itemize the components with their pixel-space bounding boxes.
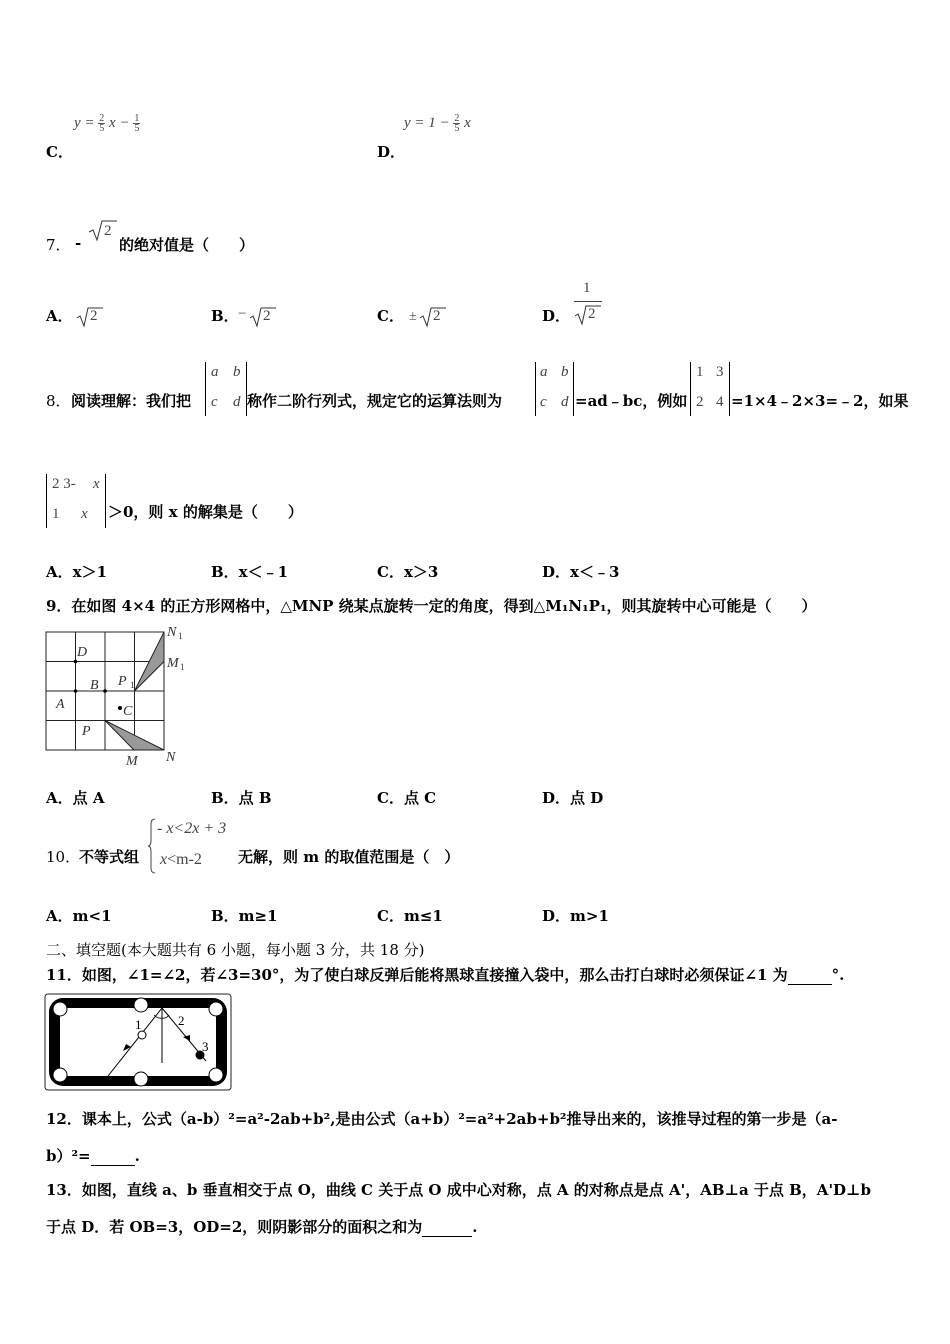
q12-answer-blank[interactable]	[91, 1147, 135, 1166]
q10-text-1: 不等式组	[79, 848, 140, 866]
q7-b-radicand: 2	[263, 308, 271, 324]
q7-a-radicand: 2	[90, 308, 98, 324]
q6-option-d: D．	[377, 143, 406, 161]
q8-determinant-3: 1 3 2 4	[690, 362, 730, 416]
q7-minus: -	[75, 234, 82, 252]
q10-option-a: A．m<1	[46, 907, 112, 925]
q9-option-c: C．点 C	[377, 789, 437, 807]
q8-text-5: ＞0，则 x 的解集是（ ）	[108, 503, 303, 521]
q8-text-3: =ad﹣bc，例如	[575, 392, 688, 410]
q10-option-b: B．m≥1	[211, 907, 278, 925]
q8-determinant-4: 2 3- x 1 x	[46, 474, 106, 528]
q7-sqrt2-symbol	[88, 219, 118, 243]
q9-label-a: A	[56, 697, 65, 712]
q10-number: 10．	[46, 848, 81, 866]
q11-stem: 11．如图，∠1=∠2，若∠3=30°，为了使白球反弹后能将黑球直接撞入袋中，那么击打白球时必须保证∠1 为 °.	[46, 966, 845, 984]
q7-d-numerator: 1	[583, 280, 591, 296]
q13-line-1: 13．如图，直线 a、b 垂直相交于点 O，曲线 C 关于点 O 成中心对称，点 A 的对称点是点 A'，AB⊥a 于点 B，A'D⊥b	[46, 1181, 871, 1199]
q10-inequality-1: - x<2x + 3	[157, 820, 227, 837]
q11-billiard-table-figure	[44, 993, 232, 1091]
q8-option-a: A．x＞1	[46, 563, 108, 581]
q7-option-c: C．	[377, 307, 404, 325]
q8-text-1: 阅读理解：我们把	[71, 392, 192, 410]
q7-d-radicand: 2	[588, 306, 596, 322]
q9-label-c: C	[123, 704, 133, 719]
svg-text:1: 1	[180, 662, 185, 672]
q7-number: 7．	[46, 236, 71, 254]
q8-option-c: C．x＞3	[377, 563, 439, 581]
q9-label-m: M	[126, 754, 138, 769]
q8-text-4: =1×4﹣2×3=﹣2，如果	[731, 392, 909, 410]
q8-text-2: 称作二阶行列式，规定它的运算法则为	[247, 392, 503, 410]
q11-angle-1-label: 1	[135, 1017, 142, 1032]
q8-option-b: B．x＜﹣1	[211, 563, 289, 581]
q6-option-c-formula: y = $\frac{2}{5}$ x − $\frac{1}{5}$	[74, 113, 140, 134]
q9-label-b: B	[90, 678, 99, 693]
q7-radicand: 2	[104, 223, 112, 239]
q11-answer-blank[interactable]	[788, 966, 832, 985]
q7-c-radicand: 2	[433, 308, 441, 324]
q11-angle-2-label: 2	[178, 1013, 185, 1028]
q8-determinant-1: a b c d	[205, 362, 247, 416]
q9-label-n: N	[166, 750, 176, 765]
q9-grid-figure	[44, 622, 194, 772]
q9-stem: 9．在如图 4×4 的正方形网格中，△MNP 绕某点旋转一定的角度，得到△M₁N₁P₁，则其旋转中心可能是（ ）	[46, 597, 817, 615]
q9-option-d: D．点 D	[542, 789, 604, 807]
q8-determinant-2: a b c d	[535, 362, 574, 416]
svg-text:1: 1	[178, 631, 183, 641]
q9-label-p: P	[82, 724, 91, 739]
q6-option-d-formula: y = 1 − $\frac{2}{5}$ x	[404, 113, 471, 134]
q9-label-m1: M	[167, 656, 179, 671]
q6-option-c: C．	[46, 143, 73, 161]
q8-number: 8．	[46, 392, 71, 410]
q9-option-b: B．点 B	[211, 789, 272, 807]
q9-option-a: A．点 A	[46, 789, 105, 807]
q7-d-fraction-bar	[574, 301, 602, 302]
svg-text:1: 1	[130, 680, 135, 690]
q7-stem: 的绝对值是（ ）	[119, 236, 255, 254]
q7-option-d: D．	[542, 307, 571, 325]
q12-line-2: b）²= .	[46, 1147, 140, 1165]
q9-label-d: D	[77, 645, 88, 660]
q13-answer-blank[interactable]	[422, 1218, 472, 1237]
q7-option-a: A．	[46, 307, 73, 325]
q10-text-2: 无解，则 m 的取值范围是（ ）	[238, 848, 460, 866]
q10-brace-icon	[147, 818, 157, 874]
q11-angle-3-label: 3	[202, 1039, 209, 1054]
q9-label-n1: N	[167, 625, 177, 640]
q10-option-d: D．m>1	[542, 907, 609, 925]
q10-option-c: C．m≤1	[377, 907, 443, 925]
q7-option-b: B．	[211, 307, 239, 325]
q10-inequality-2: x<m-2	[160, 851, 202, 868]
q8-option-d: D．x＜﹣3	[542, 563, 620, 581]
q12-line-1: 12．课本上，公式（a-b）²=a²-2ab+b²,是由公式（a+b）²=a²+2ab+b²推导出来的，该推导过程的第一步是（a-	[46, 1110, 838, 1128]
q7-c-sign: ±	[409, 309, 417, 324]
q7-b-sign: −	[238, 306, 247, 322]
section-2-heading: 二、填空题(本大题共有 6 小题，每小题 3 分，共 18 分)	[46, 941, 425, 959]
q9-label-p1: P	[118, 674, 127, 689]
q13-line-2: 于点 D．若 OB=3，OD=2，则阴影部分的面积之和为 .	[46, 1218, 478, 1236]
